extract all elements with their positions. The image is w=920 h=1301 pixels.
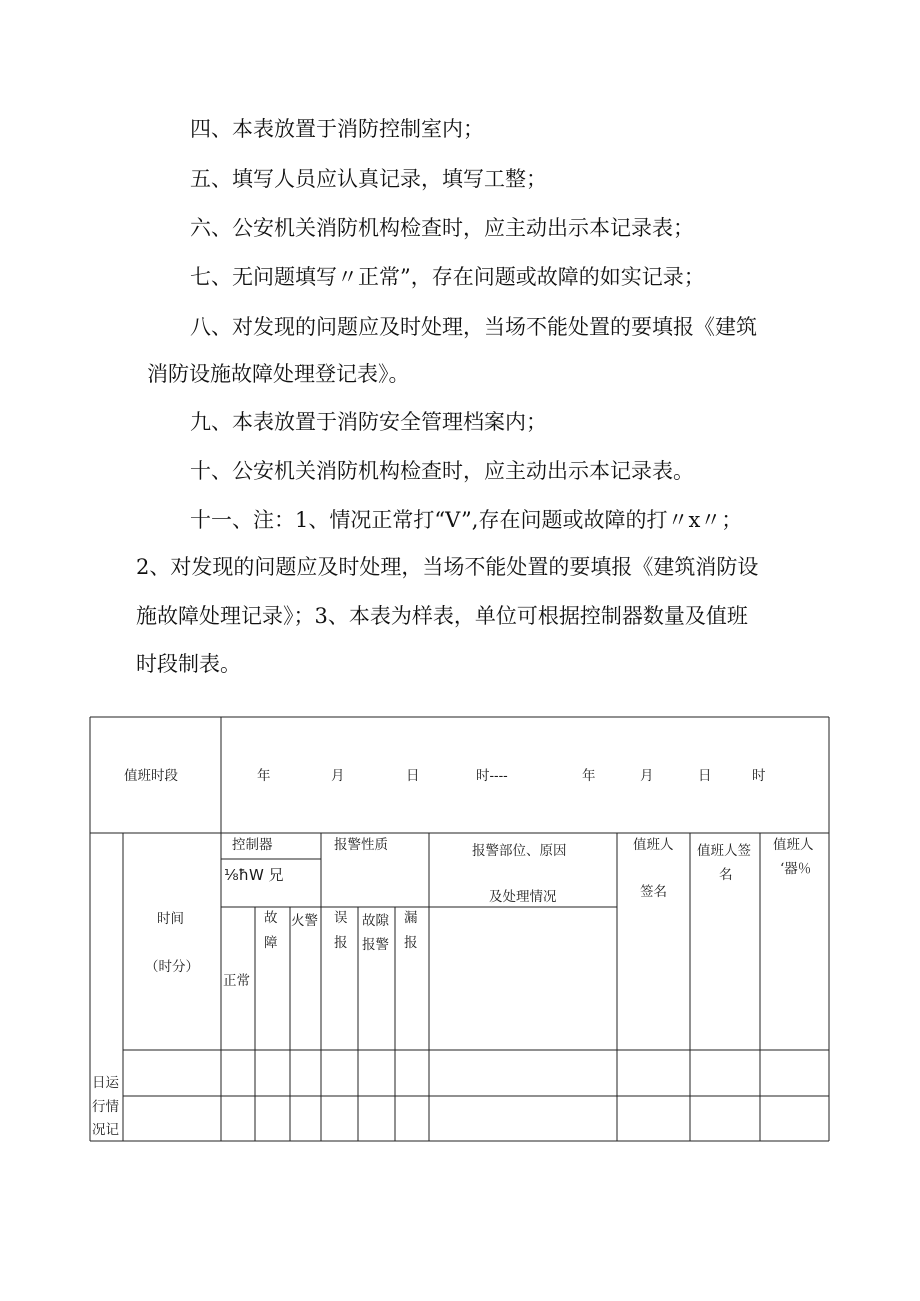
side-label-line-3: 况记 (92, 1122, 119, 1138)
side-label-line-1: 日运 (92, 1075, 119, 1091)
fault-alarm-label-2: 报警 (362, 937, 389, 953)
normal-label: 正常 (223, 973, 250, 989)
alarm-location-label-1: 报警部位、原因 (472, 843, 567, 859)
note-item-11-line-2: 2、对发现的问题应及时处理，当场不能处置的要填报《建筑消防设 (136, 555, 759, 579)
note-item-10: 十、公安机关消防机构检查时，应主动出示本记录表。 (190, 459, 694, 483)
missed-alarm-label-2: 报 (404, 935, 418, 951)
time-unit-label: （时分） (145, 959, 199, 975)
alarm-nature-label: 报警性质 (334, 837, 388, 853)
from-hour-label: 时---- (476, 768, 508, 784)
false-alarm-label-1: 误 (334, 910, 348, 926)
duty-sign-1-line-1: 值班人 (633, 837, 674, 853)
note-item-5: 五、填写人员应认真记录，填写工整； (190, 167, 547, 191)
duty-sign-2-line-1: 值班人签 (697, 843, 751, 859)
fault-label-2: 障 (264, 935, 278, 951)
fault-alarm-label-1: 故隙 (362, 913, 389, 929)
to-day-label: 日 (698, 768, 712, 784)
note-item-6: 六、公安机关消防机构检查时，应主动出示本记录表； (190, 216, 694, 240)
false-alarm-label-2: 报 (334, 935, 348, 951)
from-year-label: 年 (257, 768, 271, 784)
controller-label: 控制器 (232, 837, 273, 853)
duty-period-label: 值班时段 (124, 768, 178, 784)
note-item-9: 九、本表放置于消防安全管理档案内； (190, 410, 547, 434)
alarm-location-label-2: 及处理情况 (489, 889, 557, 905)
from-month-label: 月 (331, 768, 345, 784)
missed-alarm-label-1: 漏 (404, 910, 418, 926)
note-item-8-line-1: 八、对发现的问题应及时处理，当场不能处置的要填报《建筑 (190, 315, 757, 339)
duty-sign-3-line-2: ‘器％ (780, 861, 812, 877)
note-item-11-line-4: 时段制表。 (136, 652, 241, 676)
controller-garbled-label: ⅛ħW 兄 (224, 866, 284, 884)
to-year-label: 年 (582, 768, 596, 784)
time-label: 时间 (157, 911, 184, 927)
to-hour-label: 时 (752, 768, 766, 784)
note-item-7: 七、无问题填写〃正常”，存在问题或故障的如实记录； (190, 265, 705, 289)
note-item-11-line-1: 十一、注：1、情况正常打“V”,存在问题或故障的打〃x〃； (190, 508, 743, 532)
fault-label-1: 故 (264, 910, 278, 926)
duty-sign-3-line-1: 值班人 (773, 837, 814, 853)
fire-alarm-label: 火警 (291, 913, 318, 929)
duty-sign-2-line-2: 名 (719, 867, 733, 883)
note-item-4: 四、本表放置于消防控制室内； (190, 117, 484, 141)
side-label-line-2: 行情 (92, 1099, 119, 1115)
from-day-label: 日 (406, 768, 420, 784)
note-item-8-line-2: 消防设施故障处理登记表》。 (147, 362, 410, 386)
to-month-label: 月 (640, 768, 654, 784)
duty-sign-1-line-2: 签名 (640, 884, 667, 900)
note-item-11-line-3: 施故障处理记录》；3、本表为样表，单位可根据控制器数量及值班 (136, 604, 748, 628)
